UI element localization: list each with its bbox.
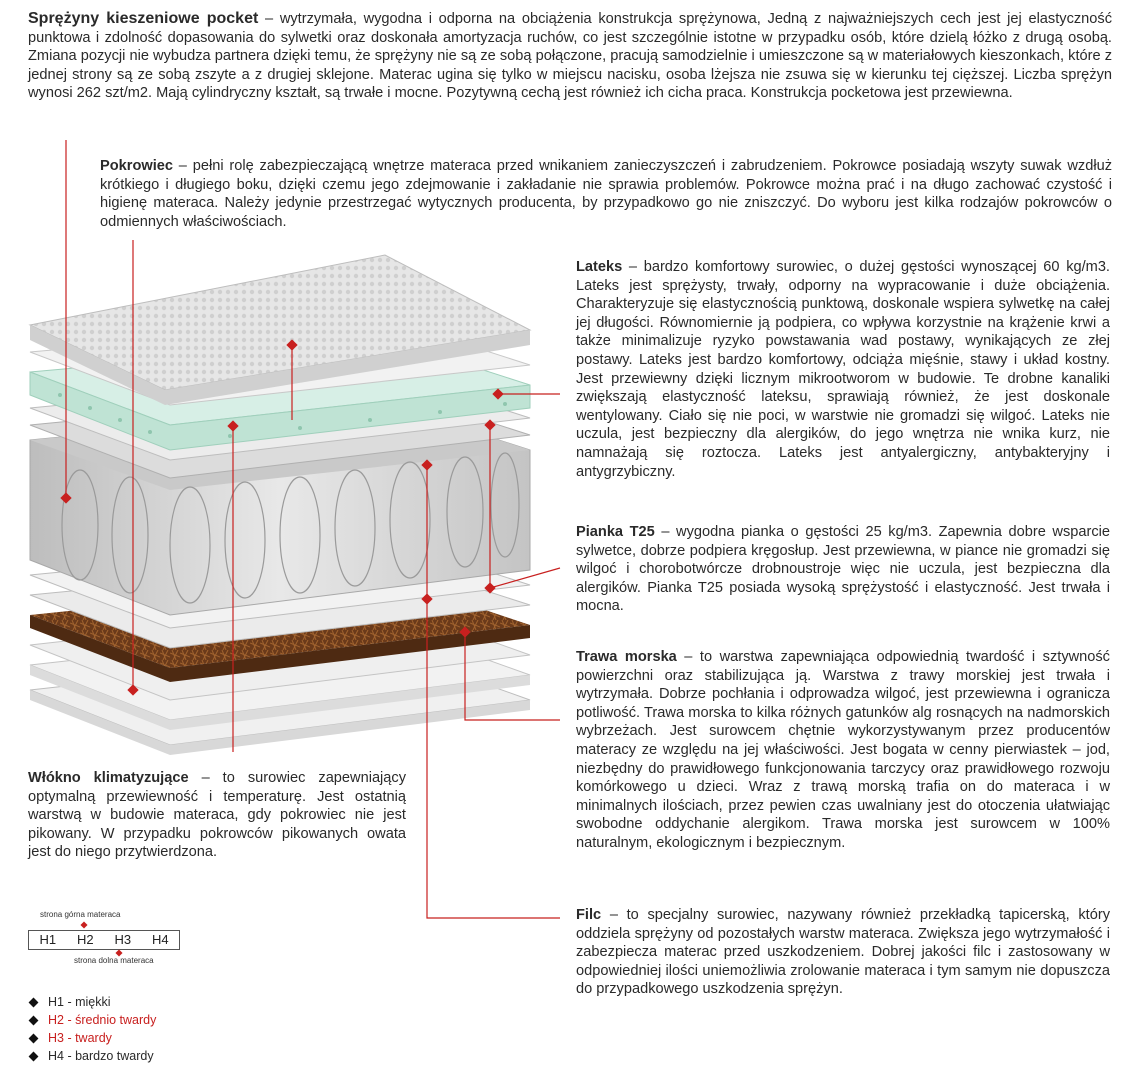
hardness-cells (28, 930, 180, 950)
section-climate-fiber (28, 769, 406, 862)
section-title: Filc (576, 907, 602, 923)
section-text: – to surowiec zapewniający optymalną przewiewność i temperaturę. Jest ostatnią warstwą w budowie materaca, gdy pokrowiec nie jest pikowany. W przypadku pokrowców pikowanych owata jest do niego przytwierdzona. (28, 770, 407, 861)
section-title: Lateks (576, 259, 623, 275)
section-title: Pianka T25 (576, 524, 655, 540)
section-title: Sprężyny kieszeniowe pocket (28, 10, 259, 27)
section-title: Pokrowiec (100, 158, 173, 174)
section-title: Włókno klimatyzujące (28, 770, 189, 786)
section-text: – to specjalny surowiec, nazywany również przekładką tapicerską, który oddziela sprężyny od pozostałych warstw materaca. Zwiększa jego wytrzymałość i zabezpiecza materac przed uszkodzeniem. Dobrej jakości filc i zastosowany w odpowiedniej ilości uniemożliwia zrolowanie materaca i tym samym nie dopuszcza do przypadkowego uszkodzenia sprężyn. (576, 907, 1110, 998)
section-cover (100, 157, 1112, 231)
hardness-scale (28, 906, 188, 976)
legend-item (30, 1011, 156, 1029)
section-text: – pełni rolę zabezpieczającą wnętrze materaca przed wnikaniem zanieczyszczeń i zabrudzeniem. Pokrowce posiadają wszyty suwak wzdłuż krótkiego i długiego boku, dzięki czemu jego zdejmowanie i zakładanie nie sprawia problemów. Pokrowce można prać i na długo zachować czystość i higienę materaca. Należy jedynie przestrzegać wytycznych producenta, by przypadkowo go nie zniszczyć. Do wyboru jest kilka rodzajów pokrowców o odmiennych właściwościach. (100, 158, 1112, 230)
legend-label: H1 - miękki (48, 995, 111, 1009)
section-text: – to warstwa zapewniająca odpowiednią twardość i sztywność powierzchni oraz stabilizująca ją. Warstwa z trawy morskiej jest trwała i wytrzymała. Dobrze pochłania i odprowadza wilgoć, jest przewiewna i ogranicza potliwość. Trawa morska to kilka różnych gatunków alg rosnących na nadmorskich wybrzeżach. Jest surowcem chętnie wykorzystywanym przez producentów materacy ze względu na jej właściwości. Jest bogata w cenny pierwiastek – jod, niezbędny do prawidłowego funkcjonowania tarczycy oraz prawidłowego rozwoju komórkowego u dzieci. Wraz z trawą morską trafia on do materaca i w minimalnych ilościach, przez pewien czas uwalniany jest do otoczenia ułatwiając swobodne oddychanie alergikom. Trawa morska jest surowcem w 100% naturalnym, ekologicznym i bezpiecznym. (576, 649, 1110, 851)
legend-label: H3 - twardy (48, 1031, 112, 1045)
section-text: – bardzo komfortowy surowiec, o dużej gęstości wynoszącej 60 kg/m3. Lateks jest sprężysty, trwały, odporny na wypracowanie i duże obciążenia. Charakteryzuje się elastycznością punktową, doskonale wspiera sylwetkę na całej jej długości. Równomiernie ją podpiera, co wpływa korzystnie na krążenie krwi a także minimalizuje ryzyko powstawania wad postawy, wynikających ze złej postawy. Lateks jest bardzo komfortowy, odciąża mięśnie, stawy i układ kostny. Jest przewiewny dzięki licznym mikrootworom w budowie. Te drobne kanaliki zwiększają elastyczność lateksu, sprawiają również, że jest doskonale wentylowany. Ciało się nie poci, w warstwie nie gromadzi się wilgoć. Lateks nie uczula, jest bezpieczny dla alergików, do jego wnętrza nie wnika kurz, nie namnażają się roztocza. Lateks jest antyalergiczny, antybakteryjny i antygrzybiczny. (576, 259, 1110, 480)
diamond-bullet-icon (29, 1051, 39, 1061)
top-side-caption: strona górna materaca (40, 910, 121, 919)
diamond-bullet-icon (29, 1015, 39, 1025)
legend-label: H4 - bardzo twardy (48, 1049, 154, 1063)
top-side-marker-icon (80, 921, 88, 929)
section-felt (576, 906, 1110, 999)
hardness-legend (30, 993, 156, 1065)
section-seagrass (576, 648, 1110, 853)
legend-label: H2 - średnio twardy (48, 1013, 157, 1027)
section-text: – wygodna pianka o gęstości 25 kg/m3. Zapewnia dobre wsparcie sylwetce, dobrze podpiera kręgosłup. Jest przewiewna, w piance nie gromadzi się wilgoć i chorobotwórcze drobnoustroje więc nie uczula, jest bezpieczna dla alergików. Pianka T25 posiada wysoką sprężystość i elastyczność. Jest trwała i mocna. (576, 524, 1110, 615)
hardness-cell-h2: H2 (76, 932, 94, 947)
section-foam-t25 (576, 523, 1110, 616)
hardness-cell-h1: H1 (39, 932, 57, 947)
bottom-side-caption: strona dolna materaca (74, 956, 154, 965)
section-text: – wytrzymała, wygodna i odporna na obciążenia konstrukcja sprężynowa, Jedną z najważniejszych cech jest jej elastyczność punktowa i zdolność dopasowania do sylwetki oraz doskonała amortyzacja ruchów, co jest szczególnie istotne w przypadku osób, które dzielą łóżko z drugą osobą. Zmiana pozycji nie wybudza partnera dzięki temu, że sprężyny nie są ze sobą połączone, pracują samodzielnie i umieszczone są w materiałowych kieszonkach, które z jednej strony są ze sobą zszyte a z drugiej sklejone. Materac ugina się tylko w miejscu nacisku, osoba lżejsza nie zsuwa się w kierunku tej cięższej. Liczba sprężyn wynosi 262 szt/m2. Mają cylindryczny kształt, są trwałe i mocne. Pozytywną cechą jest również ich cicha praca. Konstrukcja pocketowa jest przewiewna. (28, 11, 1112, 102)
legend-item (30, 1029, 156, 1047)
section-latex (576, 258, 1110, 481)
diamond-bullet-icon (29, 997, 39, 1007)
hardness-cell-h3: H3 (114, 932, 132, 947)
hardness-cell-h4: H4 (151, 932, 169, 947)
section-pocket-springs (28, 10, 1112, 103)
diamond-bullet-icon (29, 1033, 39, 1043)
section-title: Trawa morska (576, 649, 677, 665)
legend-item (30, 993, 156, 1011)
legend-item (30, 1047, 156, 1065)
